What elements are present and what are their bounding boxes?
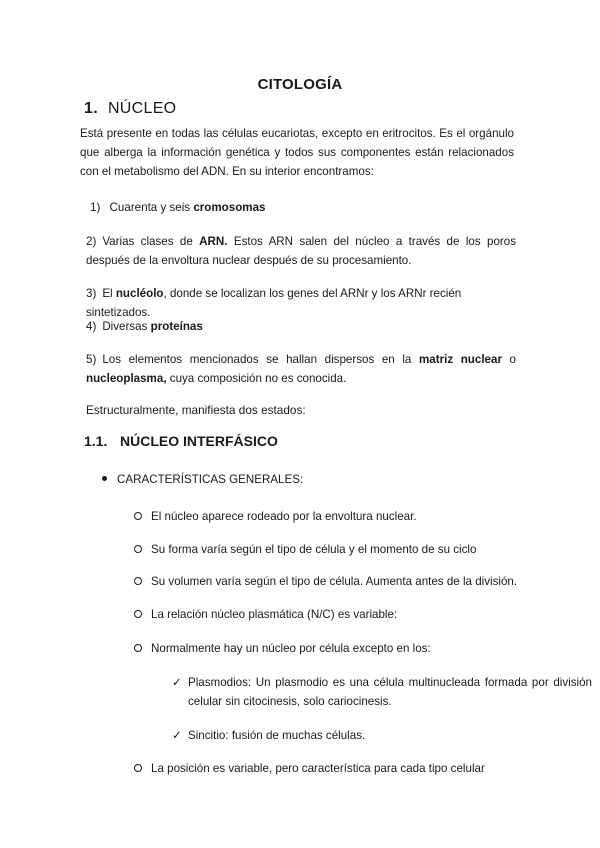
section-title: NÚCLEO (107, 100, 177, 117)
sub-item-text: El núcleo aparece rodeado por la envoltura nuclear. (151, 510, 417, 523)
bullet-icon (102, 476, 107, 481)
item-bold: cromosomas (193, 201, 266, 214)
list-item (86, 232, 516, 270)
item-number: 2) (86, 235, 97, 248)
circle-bullet-icon (134, 512, 142, 520)
sub-item (134, 640, 431, 658)
sub-item (134, 606, 397, 624)
check-item (172, 726, 596, 745)
sub-item-text: Su volumen varía según el tipo de célula. Aumenta antes de la división. (151, 575, 518, 588)
section-number: 1.1. (84, 433, 108, 449)
sub-item-text: La relación núcleo plasmática (N/C) es variable: (151, 608, 398, 621)
item-text: Los elementos mencionados se hallan dispersos en la (102, 353, 419, 366)
page-title: CITOLOGÍA (257, 76, 343, 93)
sub-item-text: La posición es variable, pero característica para cada tipo celular (151, 762, 485, 775)
section-heading-nucleo (84, 100, 176, 118)
item-bold-2: nucleoplasma, (86, 372, 167, 385)
sub-item-text: Su forma varía según el tipo de célula y el momento de su ciclo (151, 543, 477, 556)
item-text-rest: cuya composición no es conocida. (166, 372, 347, 385)
sub-item (134, 508, 417, 526)
item-number: 5) (86, 353, 97, 366)
circle-bullet-icon (134, 644, 142, 652)
item-number: 1) (90, 201, 101, 214)
circle-bullet-icon (134, 545, 142, 553)
list-item (86, 350, 516, 388)
item-text-rest: , donde se localizan los genes del ARNr y los ARNr recién sintetizados. (86, 287, 462, 319)
check-item (172, 673, 596, 711)
item-number: 4) (86, 320, 97, 333)
item-bold: proteínas (150, 320, 203, 333)
item-text-mid: o (501, 353, 516, 366)
intro-paragraph: Está presente en todas las células eucariotas, excepto en eritrocitos. Es el orgánulo que alberga la información genética y todos sus componentes están relacionados con el metabolismo del ADN. En su interior encontramos: (80, 127, 514, 178)
checkmark-icon: ✓ (172, 676, 182, 689)
item-text-rest: Estos ARN salen del núcleo a través de los poros después de la envoltura nuclear después de su procesamiento. (86, 235, 516, 267)
bullet-text: CARACTERÍSTICAS GENERALES: (117, 473, 304, 486)
item-text: El (102, 287, 116, 300)
item-text: Varias clases de (102, 235, 200, 248)
sub-item-text: Normalmente hay un núcleo por célula excepto en los: (151, 642, 431, 655)
section-heading-interfasico (84, 433, 278, 449)
list-item (90, 198, 520, 217)
item-bold: matriz nuclear (418, 353, 502, 366)
item-text: Diversas (102, 320, 151, 333)
checkmark-icon: ✓ (172, 729, 182, 742)
item-text: Cuarenta y seis (109, 201, 194, 214)
section-number: 1. (84, 100, 98, 117)
estados-line: Estructuralmente, manifiesta dos estados: (86, 403, 306, 417)
circle-bullet-icon (134, 764, 142, 772)
sub-item (134, 760, 485, 778)
item-number: 3) (86, 287, 97, 300)
section-title: NÚCLEO INTERFÁSICO (120, 433, 278, 449)
list-item (86, 317, 516, 336)
item-bold: ARN. (199, 235, 228, 248)
item-bold: nucléolo (115, 287, 164, 300)
sub-item (134, 541, 476, 559)
sub-item (134, 573, 517, 591)
check-item-text: Plasmodios: Un plasmodio es una célula multinucleada formada por división celular sin citocinesis, solo cariocinesis. (188, 676, 592, 708)
circle-bullet-icon (134, 610, 142, 618)
check-item-text: Sincitio: fusión de muchas células. (188, 729, 366, 742)
circle-bullet-icon (134, 577, 142, 585)
bullet-item (102, 473, 303, 486)
